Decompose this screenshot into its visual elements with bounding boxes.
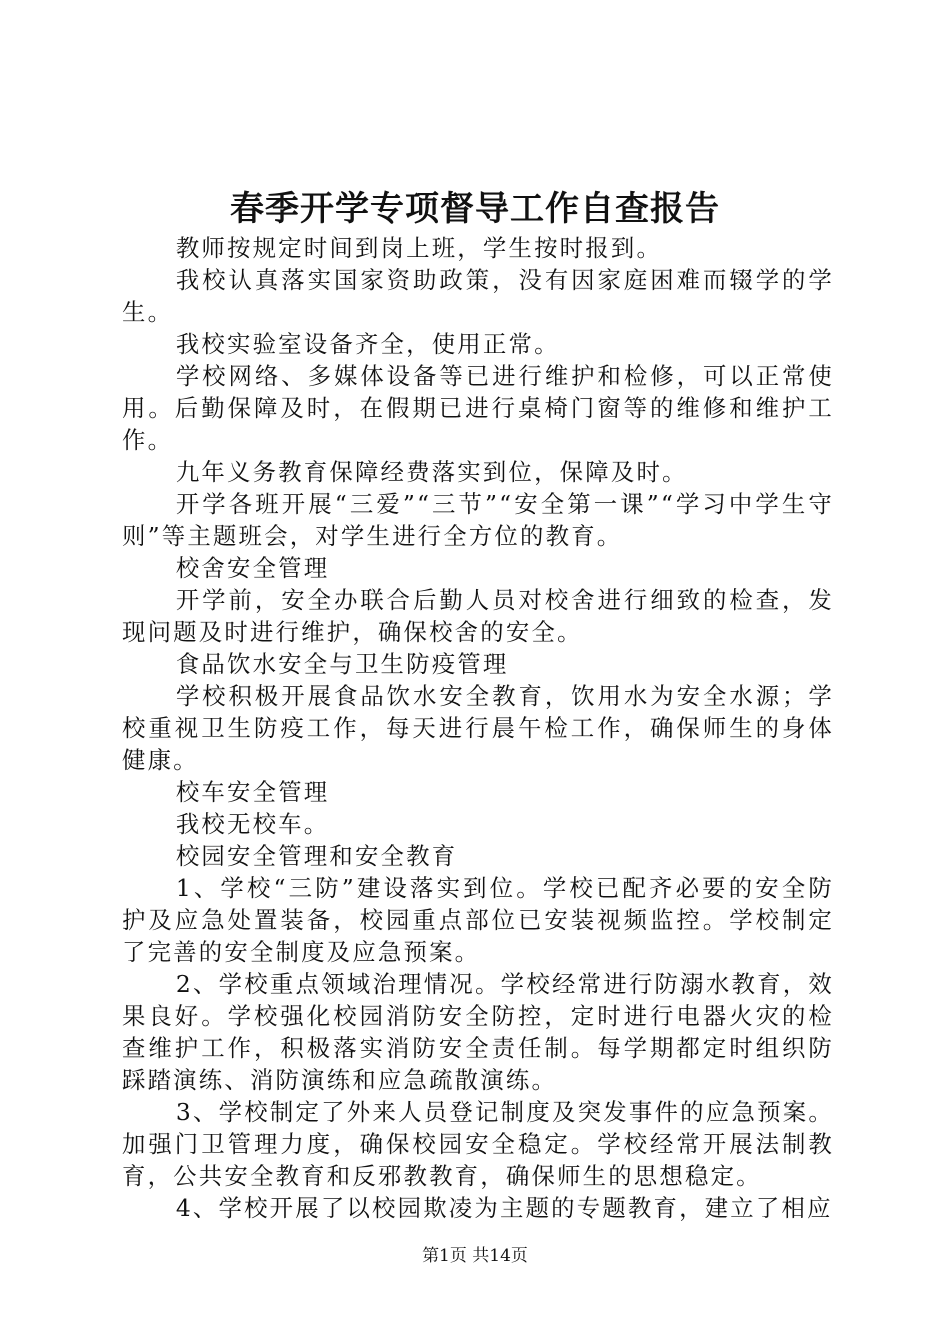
paragraph: 我校无校车。: [175, 810, 330, 838]
document-body: [122, 232, 834, 1224]
document-title: 春季开学专项督导工作自查报告: [230, 189, 720, 229]
paragraph: 学校网络、多媒体设备等已进行维护和检修，可以正常使用。后勤保障及时，在假期已进行桌椅门窗等的维修和维护工作。: [122, 362, 834, 454]
section-heading: 校园安全管理和安全教育: [175, 842, 458, 870]
paragraph: 我校实验室设备齐全，使用正常。: [175, 330, 560, 358]
paragraph: 1、学校“三防”建设落实到位。学校已配齐必要的安全防护及应急处置装备，校园重点部位已安装视频监控。学校制定了完善的安全制度及应急预案。: [122, 874, 834, 966]
paragraph: 学校积极开展食品饮水安全教育，饮用水为安全水源；学校重视卫生防疫工作，每天进行晨午检工作，确保师生的身体健康。: [122, 682, 834, 774]
section-heading: 食品饮水安全与卫生防疫管理: [175, 650, 509, 678]
paragraph: 九年义务教育保障经费落实到位，保障及时。: [175, 458, 688, 486]
paragraph: 教师按规定时间到岗上班，学生按时报到。: [175, 234, 663, 262]
paragraph: 我校认真落实国家资助政策，没有因家庭困难而辍学的学生。: [122, 266, 834, 326]
page-footer: 第1页 共14页: [422, 1246, 528, 1266]
section-heading: 校车安全管理: [175, 778, 330, 806]
paragraph: 开学前，安全办联合后勤人员对校舍进行细致的检查，发现问题及时进行维护，确保校舍的安全。: [122, 586, 834, 646]
paragraph: 4、学校开展了以校园欺凌为主题的专题教育，建立了相应: [175, 1194, 833, 1222]
paragraph: 开学各班开展“三爱”“三节”“安全第一课”“学习中学生守则”等主题班会，对学生进行全方位的教育。: [122, 490, 834, 550]
section-heading: 校舍安全管理: [175, 554, 330, 582]
paragraph: 3、学校制定了外来人员登记制度及突发事件的应急预案。加强门卫管理力度，确保校园安全稳定。学校经常开展法制教育，公共安全教育和反邪教教育，确保师生的思想稳定。: [122, 1098, 834, 1190]
paragraph: 2、学校重点领域治理情况。学校经常进行防溺水教育，效果良好。学校强化校园消防安全防控，定时进行电器火灾的检查维护工作，积极落实消防安全责任制。每学期都定时组织防踩踏演练、消防演练和应急疏散演练。: [122, 970, 834, 1094]
